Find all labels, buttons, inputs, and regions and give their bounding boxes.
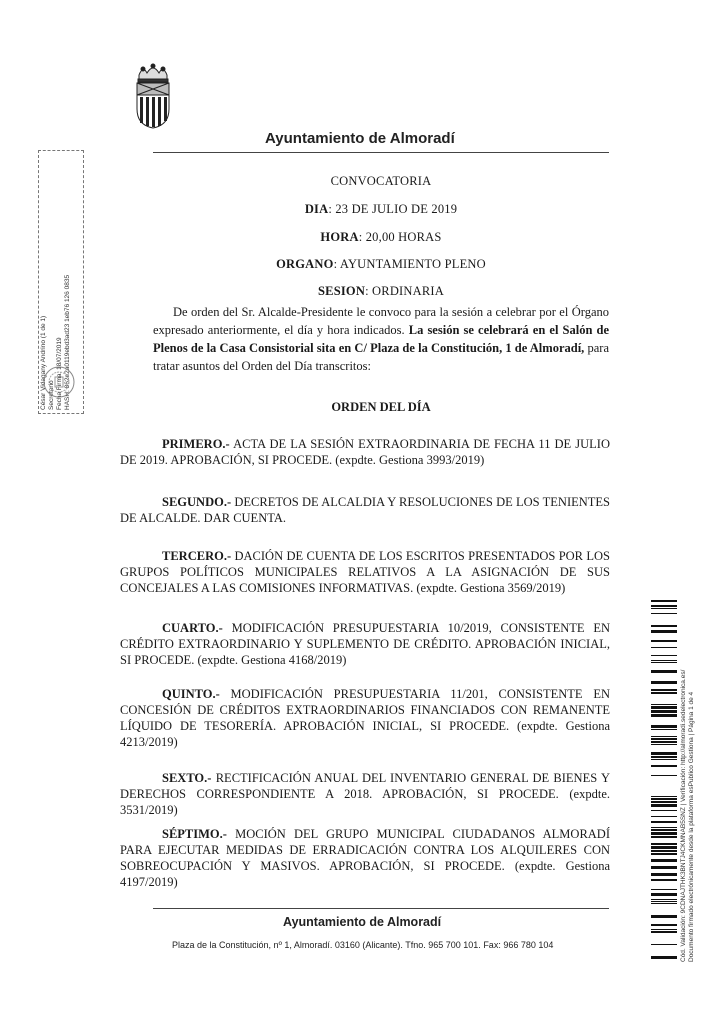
intro-text-1: De orden del Sr. Alcalde-Presidente le convoco para la sesión a celebrar por el Órgano expresado anteriormente, el día y hora indicados. — [153, 305, 609, 337]
header-rule — [153, 152, 609, 153]
validation-barcode-icon — [651, 600, 677, 960]
orden-item-text: MODIFICACIÓN PRESUPUESTARIA 11/201, CONSISTENTE EN CONCESIÓN DE CRÉDITOS EXTRAORDINARIOS FINANCIADOS CON REMANENTE LÍQUIDO DE TESORERÍA. APROBACIÓN INICIAL, SI PROCEDE. (expdte. Gestiona 4213/2019) — [120, 687, 610, 749]
orden-item-segundo — [120, 494, 610, 526]
orden-item-text: DECRETOS DE ALCALDIA Y RESOLUCIONES DE LOS TENIENTES DE ALCALDE. DAR CUENTA. — [120, 495, 610, 525]
orden-item-lead: SEXTO.- — [162, 771, 212, 785]
validation-notice: Documento firmado electrónicamente desde la plataforma esPublico Gestiona | Página 1 de 4 — [688, 691, 695, 962]
hora-value: : 20,00 HORAS — [358, 230, 442, 244]
dia-value: : 23 DE JULIO DE 2019 — [328, 202, 458, 216]
orden-item-text: MOCIÓN DEL GRUPO MUNICIPAL CIUDADANOS ALMORADÍ PARA EJECUTAR MEDIDAS DE ERRADICACIÓN CONTRA LOS ALQUILERES CON SOBREOCUPACIÓN Y MASIVOS. APROBACIÓN, SI PROCEDE. (expdte. Gestiona 4197/2019) — [120, 827, 611, 889]
organo-value: : AYUNTAMIENTO PLENO — [333, 257, 486, 271]
orden-item-text: DACIÓN DE CUENTA DE LOS ESCRITOS PRESENTADOS POR LOS GRUPOS POLÍTICOS MUNICIPALES RELATIVOS A LA ASIGNACIÓN DE SUS CONCEJALES A LAS COMISIONES INFORMATIVAS. (expdte. Gestiona 3569/2019) — [120, 549, 611, 595]
orden-item-text: MODIFICACIÓN PRESUPUESTARIA 10/2019, CONSISTENTE EN CRÉDITO EXTRAORDINARIO Y SUPLEMENTO DE CRÉDITO. APROBACIÓN INICIAL, SI PROCEDE. (expdte. Gestiona 4168/2019) — [120, 621, 611, 667]
orden-item-septimo — [120, 826, 610, 890]
coat-of-arms-logo — [133, 63, 173, 129]
signature-date: Fecha Firma: 18/07/2019 — [56, 337, 63, 410]
orden-item-text: RECTIFICACIÓN ANUAL DEL INVENTARIO GENERAL DE BIENES Y DERECHOS CORRESPONDIENTE A 2018. APROBACIÓN, SI PROCEDE. (expdte. 3531/2019) — [120, 771, 610, 817]
sesion-value: : ORDINARIA — [365, 284, 444, 298]
footer-title: Ayuntamiento de Almoradí — [283, 915, 442, 929]
orden-item-text: ACTA DE LA SESIÓN EXTRAORDINARIA DE FECHA 11 DE JULIO DE 2019. APROBACIÓN, SI PROCEDE. (expdte. Gestiona 3993/2019) — [120, 437, 610, 467]
dia-label: DIA — [304, 202, 329, 216]
footer-address: Plaza de la Constitución, nº 1, Almoradí. 03160 (Alicante). Tfno. 965 700 101. Fax: 966 780 104 — [172, 940, 554, 950]
intro-paragraph — [153, 303, 609, 375]
organo-label: ORGANO — [276, 257, 334, 271]
orden-item-tercero — [120, 548, 610, 596]
orden-item-lead: SEGUNDO.- — [162, 495, 232, 509]
orden-del-dia-title: ORDEN DEL DÍA — [331, 400, 431, 414]
intro-text-2: para tratar asuntos del Orden del Día transcritos: — [153, 341, 609, 373]
orden-item-sexto — [120, 770, 610, 818]
orden-item-lead: TERCERO.- — [162, 549, 232, 563]
intro-text-bold: La sesión se celebrará en el Salón de Plenos de la Casa Consistorial sita en C/ Plaza de la Constitución, 1 de Almoradí, — [153, 323, 610, 355]
hora-line — [153, 230, 609, 245]
signature-role: Secretario — [48, 380, 55, 410]
orden-item-lead: SÉPTIMO.- — [162, 827, 227, 841]
orden-item-primero — [120, 436, 610, 468]
orden-item-lead: CUARTO.- — [162, 621, 223, 635]
official-seal-icon — [42, 365, 76, 399]
orden-item-quinto — [120, 686, 610, 750]
hora-label: HORA — [320, 230, 359, 244]
orden-item-lead: PRIMERO.- — [162, 437, 230, 451]
sesion-line — [153, 284, 609, 299]
footer-rule — [153, 908, 609, 909]
dia-line — [153, 202, 609, 217]
header-title: Ayuntamiento de Almoradí — [265, 130, 455, 147]
sesion-label: SESION — [318, 284, 366, 298]
signature-hash: HASH: 862e2a0119ebd3ad23 1eb76 126 0835 — [64, 274, 71, 410]
signature-signer: César Vidagany Andrino (1 de 1) — [40, 315, 47, 410]
convocatoria-heading: CONVOCATORIA — [330, 174, 432, 188]
organo-line — [153, 257, 609, 272]
orden-item-lead: QUINTO.- — [162, 687, 220, 701]
validation-text — [680, 602, 710, 962]
orden-item-cuarto — [120, 620, 610, 668]
validation-code: Cód. Validación: 9CDNAJTHK3BNTJ4CKMNAB5SNZ | Verificación: http://almoradi.sedelectronica.es/ — [680, 669, 687, 962]
